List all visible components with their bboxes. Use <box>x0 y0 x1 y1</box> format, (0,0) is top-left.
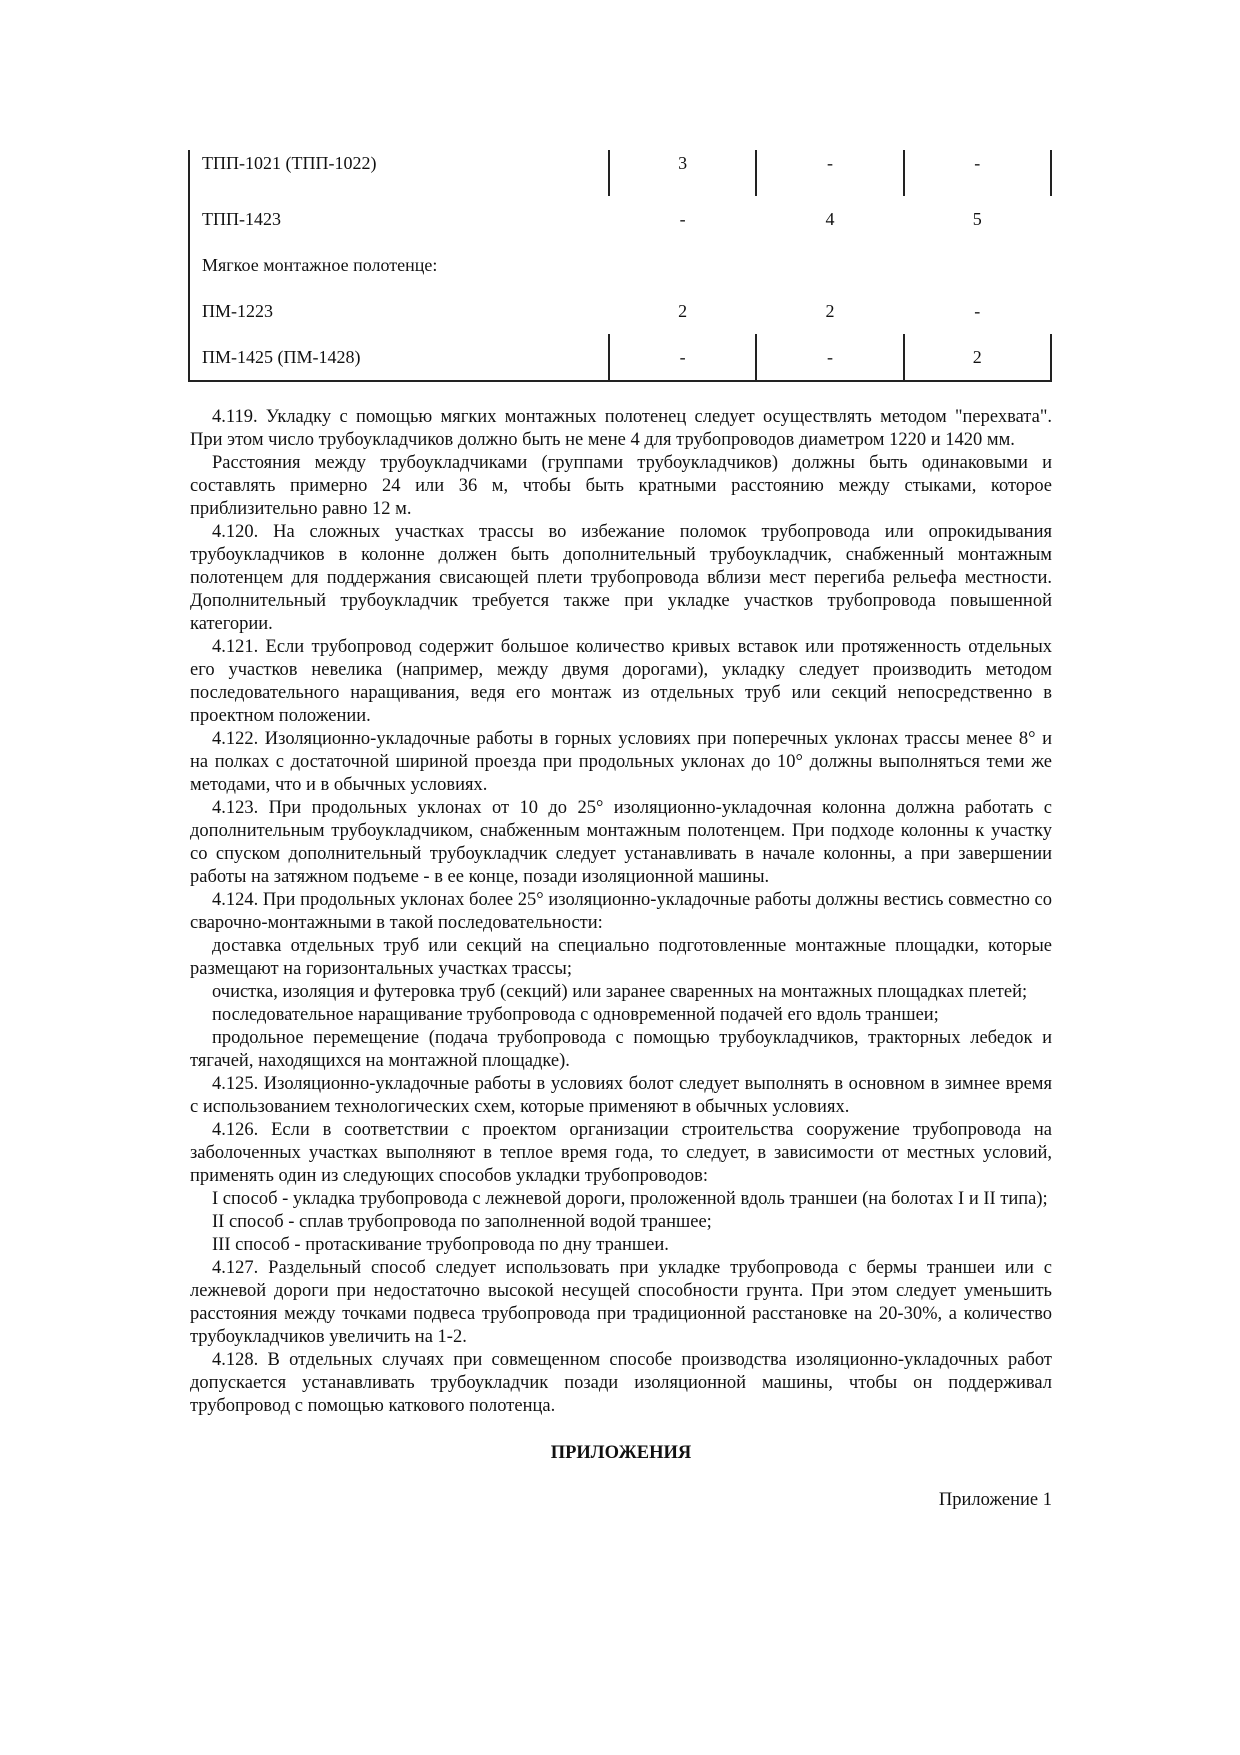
table-cell-name: ТПП-1021 (ТПП-1022) <box>189 150 609 196</box>
paragraph: очистка, изоляция и футеровка труб (секций) или заранее сваренных на монтажных площадках плетей; <box>212 982 1028 1002</box>
table-cell-name: Мягкое монтажное полотенце: <box>189 242 609 288</box>
paragraph: 4.126. Если в соответствии с проектом организации строительства сооружение трубопровода на заболоченных участках выполняют в теплое время года, то следует, в зависимости от местных условий, применять один из следующих способов укладки трубопроводов: <box>190 1120 1052 1186</box>
table-cell-value: - <box>756 150 903 196</box>
table-cell-value: - <box>609 334 756 381</box>
table-cell-value <box>904 242 1051 288</box>
table-cell-value: 4 <box>825 208 835 229</box>
paragraph: Расстояния между трубоукладчиками (группами трубоукладчиков) должны быть одинаковыми и составлять примерно 24 или 36 м, чтобы быть кратными расстоянию между стыками, которое приблизительно равно 12 м. <box>190 453 1052 519</box>
paragraph: 4.121. Если трубопровод содержит большое количество кривых вставок или протяженность отдельных его участков невелика (например, между двумя дорогами), укладку следует производить методом последовательного наращивания, ведя его монтаж из отдельных труб или секций непосредственно в проектном положении. <box>190 637 1052 726</box>
paragraph: 4.125. Изоляционно-укладочные работы в условиях болот следует выполнять в основном в зимнее время с использованием технологических схем, которые применяют в обычных условиях. <box>190 1074 1052 1117</box>
table-cell-value: 3 <box>609 150 756 196</box>
section-heading: ПРИЛОЖЕНИЯ <box>550 1443 692 1463</box>
table-row <box>189 196 1051 242</box>
paragraph: 4.122. Изоляционно-укладочные работы в горных условиях при поперечных уклонах трассы менее 8° и на полках с достаточной шириной проезда при продольных уклонах до 10° должны выполняться теми же методами, что и в обычных условиях. <box>190 729 1052 795</box>
table-cell-value: 2 <box>678 300 688 321</box>
table-row <box>189 288 1051 334</box>
table-cell-value: 5 <box>972 208 982 229</box>
paragraph: 4.124. При продольных уклонах более 25° изоляционно-укладочные работы должны вестись совместно со сварочно-монтажными в такой последовательности: <box>190 890 1052 933</box>
paragraph: II способ - сплав трубопровода по заполненной водой траншее; <box>212 1212 712 1232</box>
table-cell-value: - <box>756 334 903 381</box>
paragraph: продольное перемещение (подача трубопровода с помощью трубоукладчиков, тракторных лебедок и тягачей, находящихся на монтажной площадке). <box>190 1028 1052 1071</box>
table-cell-name: ТПП-1423 <box>189 196 609 242</box>
appendix-label: Приложение 1 <box>938 1490 1052 1510</box>
equipment-table <box>188 150 1052 382</box>
table-cell-name: ПМ-1223 <box>189 288 609 334</box>
table-cell-value: 2 <box>825 300 835 321</box>
table-cell-value: - <box>974 300 981 321</box>
paragraph: 4.127. Раздельный способ следует использовать при укладке трубопровода с бермы траншеи или с лежневой дороги при недостаточно высокой несущей способности грунта. При этом следует уменьшить расстояния между точками подвеса трубопровода при традиционной расстановке на 20-30%, а количество трубоукладчиков увеличить на 1-2. <box>190 1258 1052 1347</box>
paragraph: доставка отдельных труб или секций на специально подготовленные монтажные площадки, которые размещают на горизонтальных участках трассы; <box>190 936 1052 979</box>
document-body <box>190 406 1052 1512</box>
paragraph: 4.120. На сложных участках трассы во избежание поломок трубопровода или опрокидывания трубоукладчиков в колонне должен быть дополнительный трубоукладчик, снабженный монтажным полотенцем для поддержания свисающей плети трубопровода вблизи мест перегиба рельефа местности. Дополнительный трубоукладчик требуется также при укладке участков трубопровода повышенной категории. <box>190 522 1052 634</box>
paragraph: последовательное наращивание трубопровода с одновременной подачей его вдоль траншеи; <box>212 1005 939 1025</box>
table-cell-value: - <box>904 150 1051 196</box>
paragraph: 4.119. Укладку с помощью мягких монтажных полотенец следует осуществлять методом "перехвата". При этом число трубоукладчиков должно быть не мене 4 для трубопроводов диаметром 1220 и 1420 мм. <box>190 407 1052 450</box>
table-row <box>189 242 1051 288</box>
paragraph: I способ - укладка трубопровода с лежневой дороги, проложенной вдоль траншеи (на болотах I и II типа); <box>212 1189 1048 1209</box>
table-row <box>189 150 1051 196</box>
table-cell-value: - <box>679 208 686 229</box>
paragraph: III способ - протаскивание трубопровода по дну траншеи. <box>212 1235 669 1255</box>
table-cell-value <box>609 242 756 288</box>
table-cell-name: ПМ-1425 (ПМ-1428) <box>189 334 609 381</box>
paragraph: 4.123. При продольных уклонах от 10 до 25° изоляционно-укладочная колонна должна работать с дополнительным трубоукладчиком, снабженным монтажным полотенцем. При подходе колонны к участку со спуском дополнительный трубоукладчик следует устанавливать в начале колонны, а при завершении работы на затяжном подъеме - в ее конце, позади изоляционной машины. <box>190 798 1052 887</box>
table-row <box>189 334 1051 381</box>
paragraph: 4.128. В отдельных случаях при совмещенном способе производства изоляционно-укладочных работ допускается устанавливать трубоукладчик позади изоляционной машины, чтобы он поддерживал трубопровод с помощью каткового полотенца. <box>190 1350 1052 1416</box>
table-cell-value <box>756 242 903 288</box>
table-cell-value: 2 <box>904 334 1051 381</box>
